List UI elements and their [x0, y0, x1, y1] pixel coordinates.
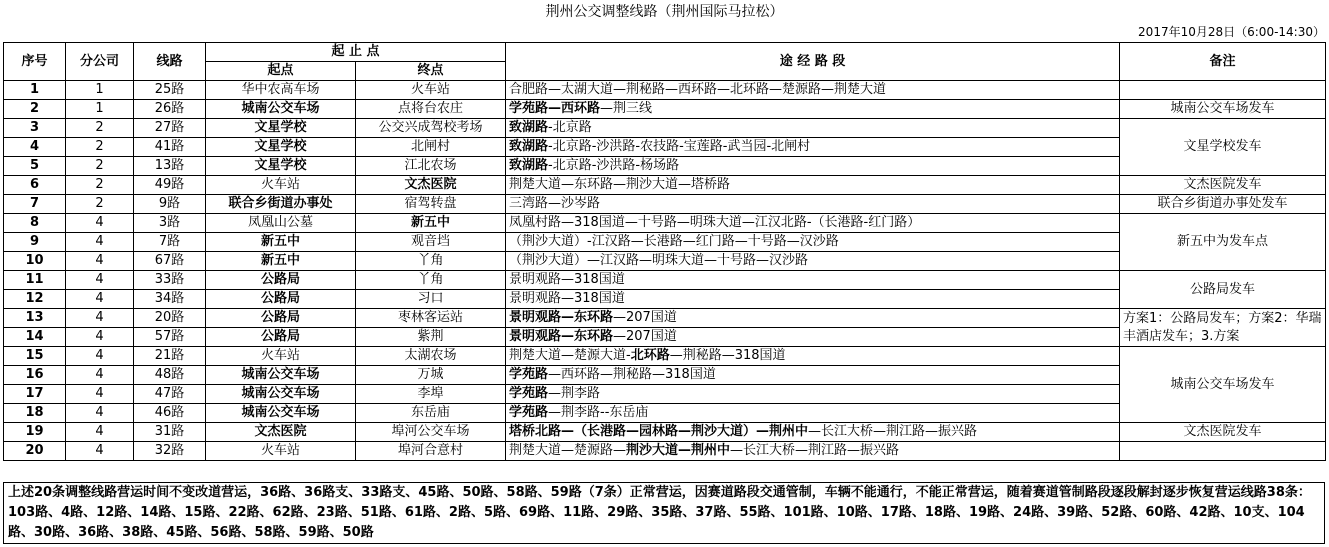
company-cell: 2: [66, 195, 134, 214]
header-start: 起点: [206, 62, 356, 81]
company-cell: 2: [66, 157, 134, 176]
route-cell: [506, 119, 1120, 138]
route-text: 景明观路—318国道: [509, 291, 625, 306]
end-cell: 紫荆: [356, 328, 506, 347]
end-cell: 新五中: [356, 214, 506, 233]
route-text: （荆沙大道）—江汉路—明珠大道—十号路—汉沙路: [509, 253, 809, 268]
route-text: —荆秘路—318国道: [669, 348, 786, 363]
route-text: —西环路—荆秘路—318国道: [548, 367, 716, 382]
end-cell: 埠河公交车场: [356, 423, 506, 442]
route-cell: [506, 309, 1120, 328]
remark-cell: [1120, 81, 1326, 100]
line-cell: 47路: [134, 385, 206, 404]
end-cell: 太湖农场: [356, 347, 506, 366]
table-row: [4, 309, 1326, 328]
route-cell: [506, 233, 1120, 252]
route-cell: [506, 195, 1120, 214]
start-cell: 公路局: [206, 271, 356, 290]
line-cell: 49路: [134, 176, 206, 195]
company-cell: 4: [66, 328, 134, 347]
route-cell: [506, 290, 1120, 309]
line-cell: 57路: [134, 328, 206, 347]
route-text: -北京路-沙洪路-农技路-宝莲路-武当园-北闸村: [548, 139, 811, 154]
end-cell: 埠河合意村: [356, 442, 506, 461]
start-cell: 文星学校: [206, 119, 356, 138]
route-cell: [506, 328, 1120, 347]
seq-cell: 1: [4, 81, 66, 100]
route-text: —长江大桥—荆江路—振兴路: [730, 443, 900, 458]
remark-cell: 城南公交车场发车: [1120, 100, 1326, 119]
date-range: 2017年10月28日（6:00-14:30）: [1138, 25, 1325, 39]
start-cell: 公路局: [206, 290, 356, 309]
end-cell: 东岳庙: [356, 404, 506, 423]
route-cell: [506, 138, 1120, 157]
table-row: [4, 214, 1326, 233]
route-text: -北京路: [548, 120, 592, 135]
remark-cell: 方案1：公路局发车；方案2：华瑞丰酒店发车；3.方案: [1120, 309, 1326, 347]
route-bold-text: 致湖路: [509, 158, 549, 173]
route-bold-text: 学苑路—西环路: [509, 101, 601, 116]
start-cell: 华中农高车场: [206, 81, 356, 100]
route-text: -北京路-沙洪路-杨场路: [548, 158, 680, 173]
company-cell: 1: [66, 100, 134, 119]
table-row: [4, 176, 1326, 195]
header-seq: 序号: [4, 43, 66, 81]
remark-cell: 文星学校发车: [1120, 119, 1326, 176]
seq-cell: 5: [4, 157, 66, 176]
route-bold-text: 北环路: [630, 348, 670, 363]
remark-cell: 公路局发车: [1120, 271, 1326, 309]
seq-cell: 6: [4, 176, 66, 195]
end-cell: 观音垱: [356, 233, 506, 252]
line-cell: 26路: [134, 100, 206, 119]
route-bold-text: 致湖路: [509, 139, 549, 154]
route-cell: [506, 385, 1120, 404]
route-pre-text: 荆楚大道—楚源大道-: [509, 348, 631, 363]
company-cell: 2: [66, 119, 134, 138]
route-text: 景明观路—318国道: [509, 272, 625, 287]
seq-cell: 12: [4, 290, 66, 309]
company-cell: 4: [66, 366, 134, 385]
start-cell: 新五中: [206, 233, 356, 252]
seq-cell: 15: [4, 347, 66, 366]
start-cell: 城南公交车场: [206, 385, 356, 404]
company-cell: 4: [66, 404, 134, 423]
route-bold-text: 学苑路: [509, 405, 549, 420]
line-cell: 21路: [134, 347, 206, 366]
seq-cell: 10: [4, 252, 66, 271]
route-cell: [506, 81, 1120, 100]
route-cell: [506, 176, 1120, 195]
seq-cell: 4: [4, 138, 66, 157]
route-text: 合肥路—太湖大道—荆秘路—西环路—北环路—楚源路—荆楚大道: [509, 82, 887, 97]
footer-note: 上述20条调整线路营运时间不变改道营运，36路、36路支、33路支、45路、50路、58路、59路（7条）正常营运，因赛道路段交通管制，车辆不能通行，不能正常营运，随着赛道管制路段逐段解封逐步恢复营运线路38条：103路、4路、12路、14路、15路、22路、62路、23路、51路、61路、2路、5路、69路、11路、29路、35路、37路、55路、101路、10路、17路、18路、19路、24路、39路、52路、60路、42路、10支、104路、30路、36路、38路、45路、56路、58路、59路、50路: [3, 482, 1325, 544]
route-text: —荆李路: [548, 386, 601, 401]
seq-cell: 16: [4, 366, 66, 385]
table-row: [4, 347, 1326, 366]
route-pre-text: 荆楚大道—楚源路—: [509, 443, 627, 458]
start-cell: 城南公交车场: [206, 100, 356, 119]
company-cell: 1: [66, 81, 134, 100]
end-cell: 公交兴成驾校考场: [356, 119, 506, 138]
end-cell: 习口: [356, 290, 506, 309]
line-cell: 3路: [134, 214, 206, 233]
company-cell: 4: [66, 290, 134, 309]
seq-cell: 8: [4, 214, 66, 233]
route-text: 凤凰村路—318国道—十号路—明珠大道—江汉北路-（长港路-红门路）: [509, 215, 921, 230]
end-cell: 点将台农庄: [356, 100, 506, 119]
route-cell: [506, 100, 1120, 119]
header-route: 途 经 路 段: [506, 43, 1120, 81]
line-cell: 20路: [134, 309, 206, 328]
line-cell: 67路: [134, 252, 206, 271]
table-row: [4, 81, 1326, 100]
company-cell: 4: [66, 423, 134, 442]
seq-cell: 14: [4, 328, 66, 347]
company-cell: 4: [66, 252, 134, 271]
route-cell: [506, 366, 1120, 385]
table-row: [4, 271, 1326, 290]
route-cell: [506, 271, 1120, 290]
start-cell: 火车站: [206, 442, 356, 461]
line-cell: 27路: [134, 119, 206, 138]
line-cell: 33路: [134, 271, 206, 290]
remark-cell: [1120, 442, 1326, 461]
route-bold-text: 景明观路—东环路: [509, 310, 614, 325]
company-cell: 4: [66, 233, 134, 252]
start-cell: 火车站: [206, 347, 356, 366]
start-cell: 文星学校: [206, 157, 356, 176]
route-cell: [506, 214, 1120, 233]
route-text: —207国道: [613, 329, 677, 344]
table-row: [4, 119, 1326, 138]
line-cell: 41路: [134, 138, 206, 157]
line-cell: 13路: [134, 157, 206, 176]
header-remark: 备注: [1120, 43, 1326, 81]
company-cell: 4: [66, 214, 134, 233]
route-text: 三湾路—沙岑路: [509, 196, 601, 211]
route-cell: [506, 423, 1120, 442]
line-cell: 34路: [134, 290, 206, 309]
route-text: —荆三线: [600, 101, 653, 116]
route-bold-text: 学苑路: [509, 367, 549, 382]
remark-cell: 城南公交车场发车: [1120, 347, 1326, 423]
company-cell: 4: [66, 442, 134, 461]
company-cell: 4: [66, 271, 134, 290]
company-cell: 2: [66, 138, 134, 157]
end-cell: 李埠: [356, 385, 506, 404]
end-cell: 宿驾转盘: [356, 195, 506, 214]
start-cell: 凤凰山公墓: [206, 214, 356, 233]
route-cell: [506, 404, 1120, 423]
route-table: [3, 42, 1326, 461]
seq-cell: 18: [4, 404, 66, 423]
company-cell: 4: [66, 385, 134, 404]
seq-cell: 13: [4, 309, 66, 328]
line-cell: 7路: [134, 233, 206, 252]
header-line: 线路: [134, 43, 206, 81]
seq-cell: 19: [4, 423, 66, 442]
seq-cell: 2: [4, 100, 66, 119]
route-text: 荆楚大道—东环路—荆沙大道—塔桥路: [509, 177, 731, 192]
table-row: [4, 423, 1326, 442]
end-cell: 万城: [356, 366, 506, 385]
line-cell: 9路: [134, 195, 206, 214]
line-cell: 32路: [134, 442, 206, 461]
company-cell: 4: [66, 309, 134, 328]
route-bold-text: 塔桥北路—（长港路—园林路—荆沙大道）—荆州中: [509, 424, 809, 439]
remark-cell: 联合乡街道办事处发车: [1120, 195, 1326, 214]
header-end: 终点: [356, 62, 506, 81]
start-cell: 火车站: [206, 176, 356, 195]
line-cell: 31路: [134, 423, 206, 442]
route-bold-text: 景明观路—东环路: [509, 329, 614, 344]
route-text: —长江大桥—荆江路—振兴路: [808, 424, 978, 439]
company-cell: 4: [66, 347, 134, 366]
line-cell: 25路: [134, 81, 206, 100]
seq-cell: 11: [4, 271, 66, 290]
route-cell: [506, 442, 1120, 461]
start-cell: 文星学校: [206, 138, 356, 157]
start-cell: 公路局: [206, 309, 356, 328]
company-cell: 2: [66, 176, 134, 195]
table-row: [4, 195, 1326, 214]
start-cell: 联合乡街道办事处: [206, 195, 356, 214]
seq-cell: 9: [4, 233, 66, 252]
seq-cell: 3: [4, 119, 66, 138]
route-text: （荆沙大道）-江汉路—长港路—红门路—十号路—汉沙路: [509, 234, 839, 249]
route-cell: [506, 252, 1120, 271]
start-cell: 公路局: [206, 328, 356, 347]
end-cell: 文杰医院: [356, 176, 506, 195]
remark-cell: 文杰医院发车: [1120, 176, 1326, 195]
header-company: 分公司: [66, 43, 134, 81]
start-cell: 文杰医院: [206, 423, 356, 442]
start-cell: 新五中: [206, 252, 356, 271]
end-cell: 北闸村: [356, 138, 506, 157]
seq-cell: 20: [4, 442, 66, 461]
start-cell: 城南公交车场: [206, 404, 356, 423]
route-text: —荆李路--东岳庙: [548, 405, 649, 420]
route-cell: [506, 157, 1120, 176]
remark-cell: 文杰医院发车: [1120, 423, 1326, 442]
route-bold-text: 致湖路: [509, 120, 549, 135]
seq-cell: 7: [4, 195, 66, 214]
end-cell: 江北农场: [356, 157, 506, 176]
route-bold-text: 学苑路: [509, 386, 549, 401]
end-cell: 丫角: [356, 252, 506, 271]
route-bold-text: 荆沙大道—荆州中: [626, 443, 731, 458]
remark-cell: 新五中为发车点: [1120, 214, 1326, 271]
end-cell: 枣林客运站: [356, 309, 506, 328]
table-row: [4, 100, 1326, 119]
header-endpoints: 起 止 点: [206, 43, 506, 62]
route-text: —207国道: [613, 310, 677, 325]
end-cell: 丫角: [356, 271, 506, 290]
start-cell: 城南公交车场: [206, 366, 356, 385]
seq-cell: 17: [4, 385, 66, 404]
line-cell: 48路: [134, 366, 206, 385]
end-cell: 火车站: [356, 81, 506, 100]
table-row: [4, 442, 1326, 461]
page-title: 荆州公交调整线路（荆州国际马拉松）: [545, 4, 784, 20]
route-cell: [506, 347, 1120, 366]
line-cell: 46路: [134, 404, 206, 423]
